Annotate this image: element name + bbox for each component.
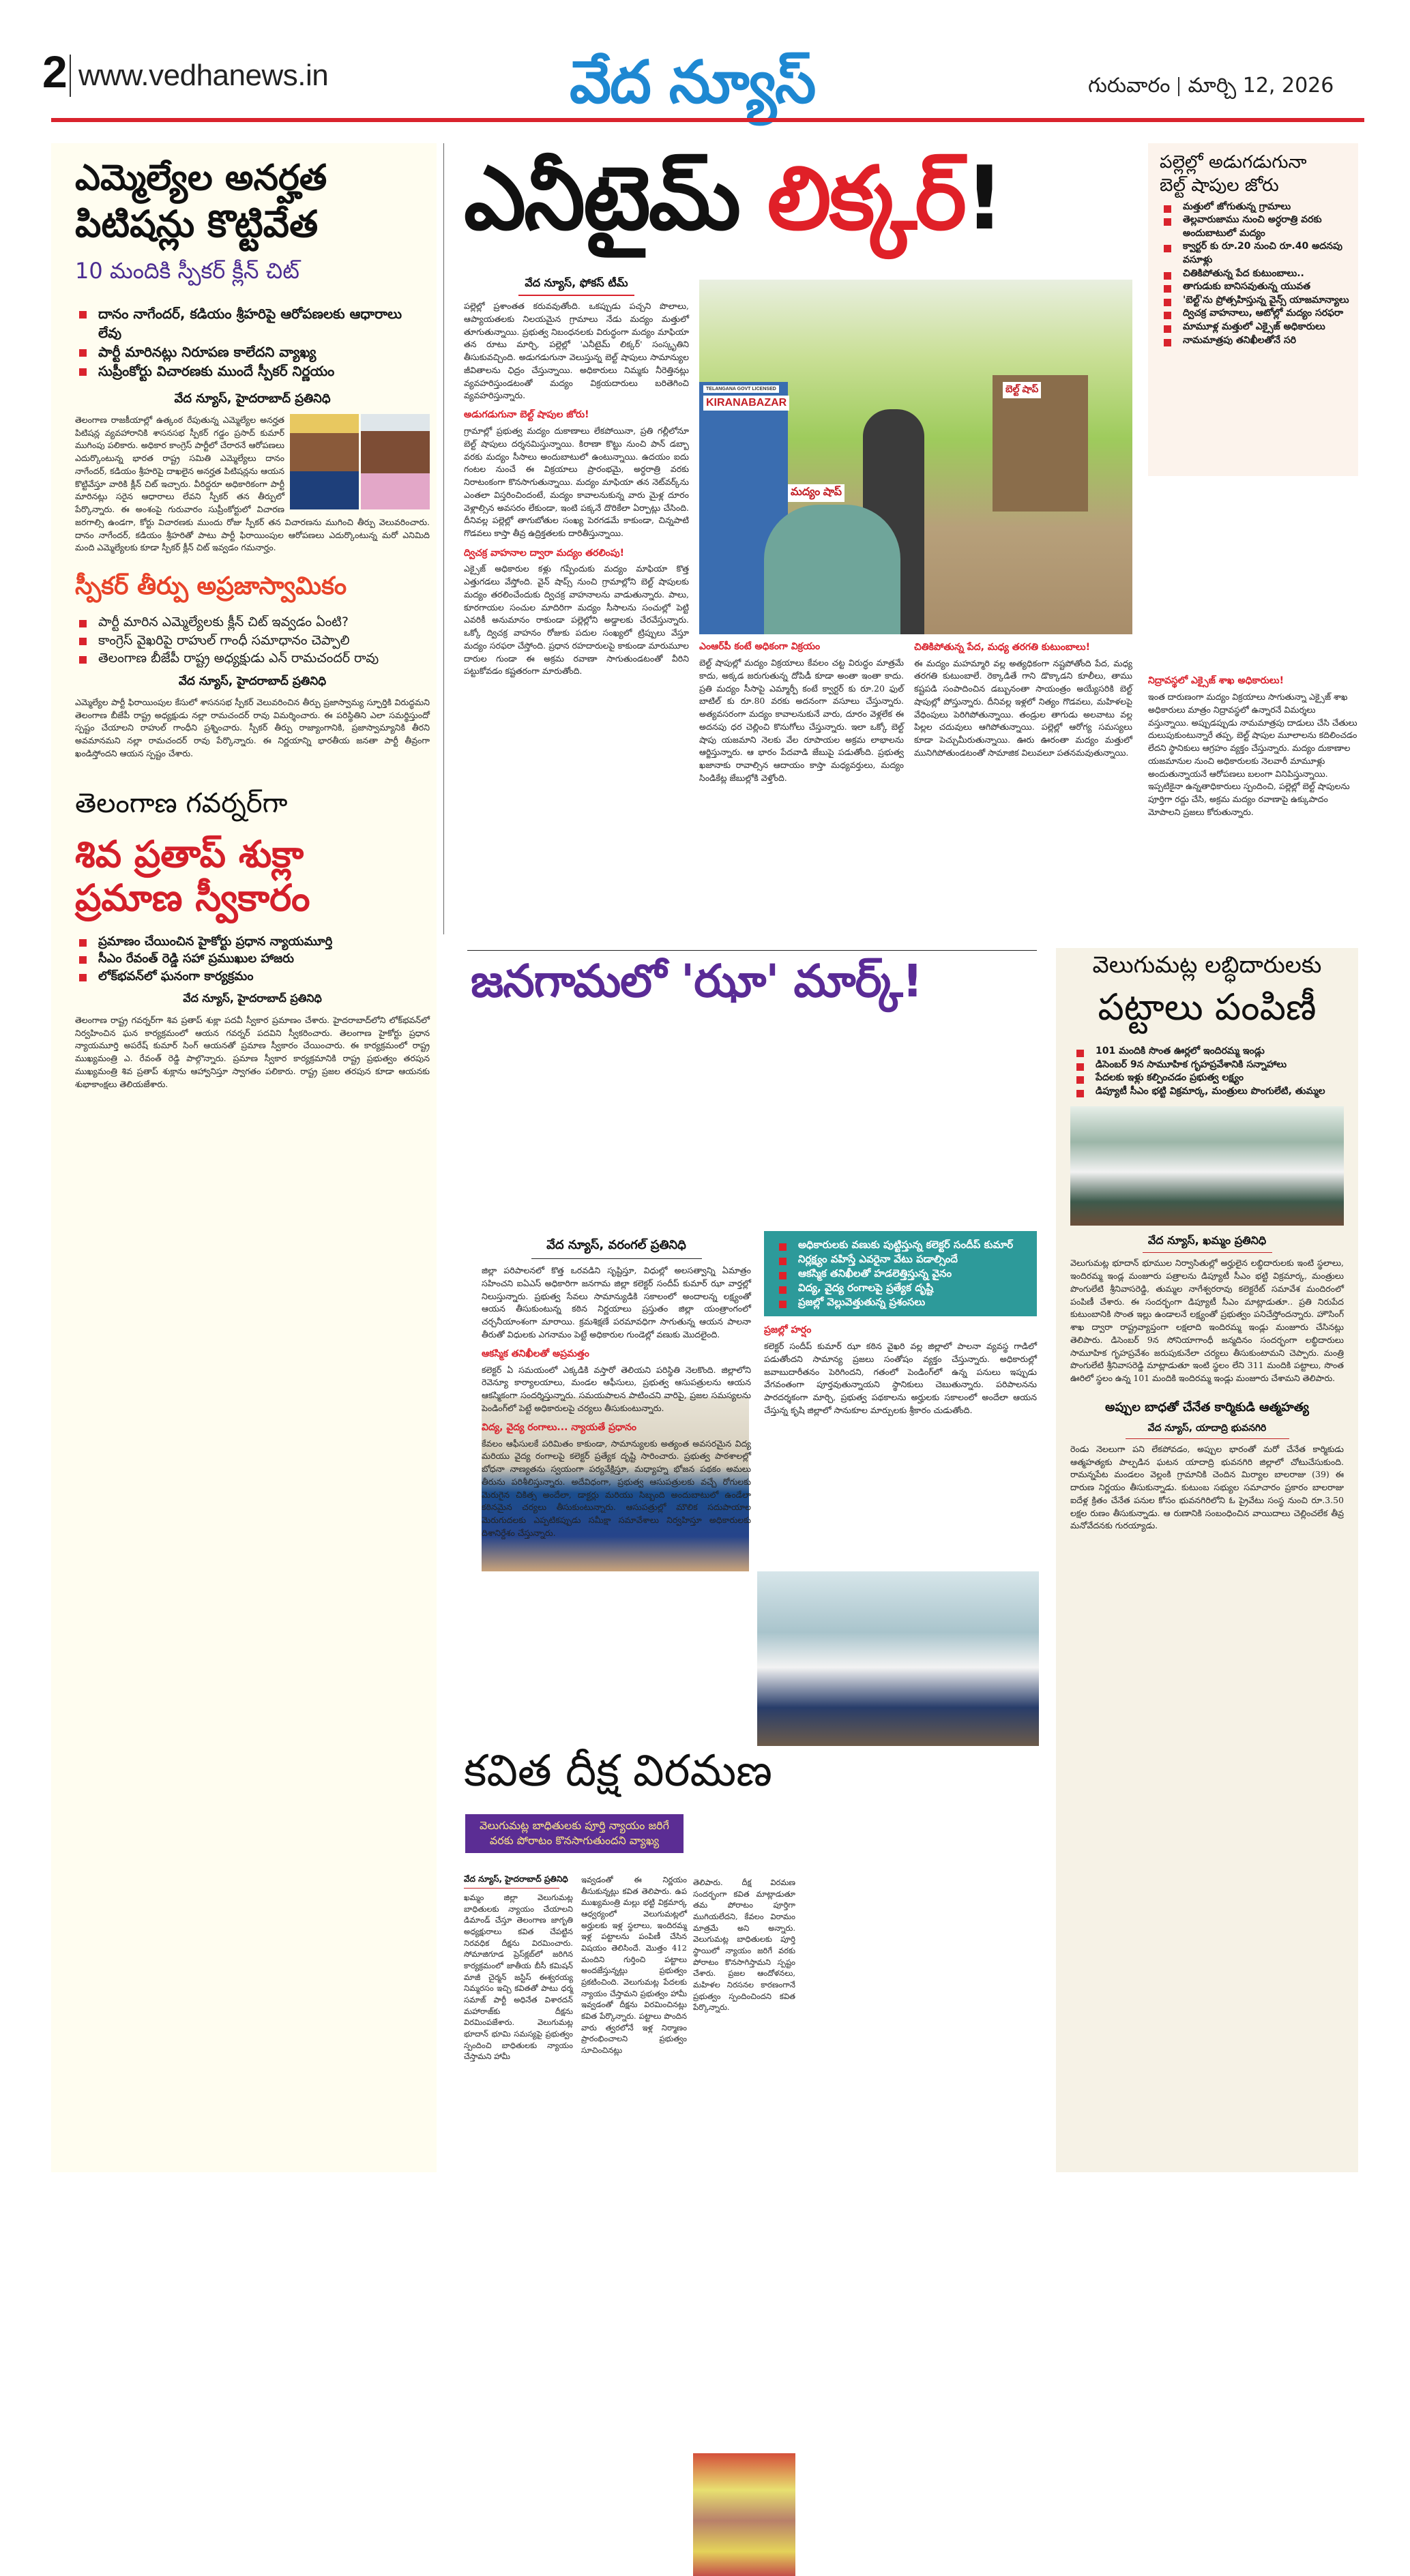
mla-bullets — [75, 304, 430, 381]
kavitha-col3: తెలిపారు. దీక్ష విరమణ సందర్భంగా కవిత మాట్లాడుతూ తమ పోరాటం పూర్తిగా ముగియలేదని, కేవలం విరామం మాత్రమే అని అన్నారు. వెలుగుమట్ల బాధితులకు పూర్తి స్థాయిలో న్యాయం జరిగే వరకు పోరాటం కొనసాగిస్తామని స్పష్టం చేశారు. ప్రజల ఆందోళనలు, మహిళల నిరసనల కారణంగానే ప్రభుత్వం స్పందించిందని కవిత పేర్కొన్నారు. — [693, 1878, 795, 2013]
liquor-sidebar-content — [1160, 151, 1357, 347]
sidebar-headline-line1: పల్లెల్లో అడుగడుగునా — [1160, 152, 1307, 173]
weaver-byline: వేద న్యూస్, యాదాద్రి భువనగిరి — [1147, 1422, 1267, 1434]
pattalu-kicker: వెలుగుమట్ల లబ్ధిదారులకు — [1092, 951, 1322, 979]
governor-story — [75, 788, 430, 1091]
masthead-divider — [70, 55, 71, 97]
jangaon-highlights — [764, 1231, 1037, 1316]
website-url[interactable]: www.vedhanews.in — [78, 59, 329, 92]
group-figures — [764, 505, 900, 634]
governor-kicker: తెలంగాణ గవర్నర్‌గా — [75, 787, 288, 819]
pattalu-byline: వేద న్యూస్, ఖమ్మం ప్రతినిధి — [1147, 1234, 1267, 1247]
sidebar-bullet: మామూళ్ల మత్తులో ఎక్సైజ్ అధికారులు — [1160, 321, 1357, 334]
mla-bullet: సుప్రీంకోర్టు విచారణకు ముందే స్పీకర్ నిర్ణయం — [75, 361, 430, 381]
hospital-photo — [757, 1571, 1039, 1746]
byline-underline — [1143, 1252, 1272, 1253]
byline-underline — [464, 1888, 559, 1889]
belt-shop-illustration — [699, 280, 1132, 634]
jangaon-subhead-inspect: ఆకస్మిక తనిఖీలతో అప్రమత్తం — [482, 1348, 589, 1359]
mla-headline-line1: ఎమ్మెల్యేల అనర్హత — [75, 158, 327, 198]
masthead-rule — [51, 118, 1364, 122]
byline-underline — [1126, 1438, 1289, 1439]
jangaon-para-edu: కేవలం ఆఫీసులకే పరిమితం కాకుండా, సామాన్యులకు అత్యంత అవసరమైన విద్య మరియు వైద్య రంగాలపై కలెక్టర్ ప్రత్యేక దృష్టి సారించారు. ప్రభుత్వ పాఠశాలల్లో బోధనా నాణ్యతను స్వయంగా పర్యవేక్షిస్తూ, మధ్యాహ్న భోజన పథకం అమలు తీరును పరిశీలిస్తున్నారు. అదేవిధంగా, ప్రభుత్వ ఆసుపత్రులకు వచ్చే రోగులకు మెరుగైన చికిత్స అందేలా, డాక్టర్లు మరియు సిబ్బంది అందుబాటులో ఉండేలా కఠినమైన చర్యలు తీసుకుంటున్నారు. ఆసుపత్రుల్లో మౌలిక సదుపాయాల మెరుగుదలకు ఎప్పటికప్పుడు సమీక్షా సమావేశాలు నిర్వహిస్తూ అధికారులకు దిశానిర్దేశం చేస్తున్నారు. — [482, 1438, 751, 1538]
speaker-byline: వేద న్యూస్, హైదరాబాద్ ప్రతినిధి — [178, 674, 327, 688]
jangaon-col1 — [482, 1238, 751, 1540]
mla-body-text: తెలంగాణ రాజకీయాల్లో ఉత్కంఠ రేపుతున్న ఎమ్మెల్యేల అనర్హత పిటిషన్ల వ్యవహారానికి శాసనసభ స్పీకర్ గడ్డం ప్రసాద్ కుమార్ ముగింపు పలికారు. అధికార కాంగ్రెస్ పార్టీలో చేరారనే ఆరోపణలు ఎదుర్కొంటున్న భారత రాష్ట్ర సమితి ఎమ్మెల్యేలు దానం నాగేందర్, కడియం శ్రీహరిపై దాఖలైన అనర్హత పిటిషన్లను ఆయన కొట్టివేస్తూ వారికి క్లీన్ చిట్ ఇచ్చారు. వీరిద్దరూ అధికారికంగా పార్టీ మారినట్లు సరైన ఆధారాలు లేవని స్పీకర్ తన తీర్పులో పేర్కొన్నారు. ఈ అంశంపై గురువారం సుప్రీంకోర్టులో విచారణ జరగాల్సి ఉండగా, కోర్టు విచారణకు ముందు రోజు స్పీకర్ తన విచారణను ముగించి తీర్పు వెలువరించారు. దానం నాగేందర్, కడియం శ్రీహరితో పాటు పార్టీ ఫిరాయింపుల ఆరోపణలు ఎదుర్కొంటున్న మరో ఎనిమిది మంది ఎమ్మెల్యేలకు కూడా స్పీకర్ క్లీన్ చిట్ ఇవ్వడం గమనార్హం. — [75, 414, 430, 553]
weaver-headline: అప్పుల బాధతో చేనేత కార్మికుడి ఆత్మహత్య — [1105, 1400, 1309, 1415]
liquor-para-mrp: బెల్ట్ షాపుల్లో మద్యం విక్రయాలు కేవలం చట్ట విరుద్ధం మాత్రమే కాదు, అక్కడ జరుగుతున్న దోపిడీ కూడా అంతా ఇంతా కాదు. ప్రతి మద్యం సీసాపై ఎమ్మార్పీ కంటే క్వార్టర్ కు రూ.20 ఫుల్ బాటిల్ కు రూ.80 వరకు అదనంగా వసూలు చేస్తున్నారు. అత్యవసరంగా మద్యం కావాలనుకునే వారు, దూరం వెళ్లలేక ఈ అదనపు ధర చెల్లించి కొనుగోలు చేస్తున్నారు. ఇలా ఒక్కో బెల్ట్ షాపు యజమాని నెలకు వేల రూపాయల అక్రమ లాభాలను ఆర్జిస్తున్నారు. ఆ భారం పేదవాడి జేబుపై పడుతోంది. ప్రభుత్వ ఖజానాకు రావాల్సిన ఆదాయం కాస్తా మధ్యవర్తులు, మద్యం సిండికేట్ల జేబుల్లోకి వెళ్తోంది. — [699, 657, 904, 783]
sidebar-bullet: నామమాత్రపు తనిఖీలతోనే సరి — [1160, 334, 1357, 348]
liquor-para-family: ఈ మద్యం మహమ్మారి వల్ల అత్యధికంగా నష్టపోతోంది పేద, మధ్య తరగతి కుటుంబాలే. రెక్కాడితే గాని డొక్కాడని కూలీలు, తాము కష్టపడి సంపాదించిన డబ్బునంతా సాయంత్రం అయ్యేసరికి బెల్ట్ షాపుల్లో పోస్తున్నారు. దీనివల్ల ఇళ్లలో నిత్యం గొడవలు, మహిళలపై వేధింపులు పెరిగిపోతున్నాయి. తండ్రుల తాగుడు అలవాటు వల్ల పిల్లల చదువులు ఆగిపోతున్నాయి. పల్లెల్లో ఆరోగ్య సమస్యలు కూడా పెచ్చుమీరుతున్నాయి. ఊరు ఊరంతా మద్యం మత్తులో మునిగిపోతుండటంతో సామాజిక విలువలూ పతనమవుతున్నాయి. — [914, 657, 1132, 758]
kavitha-col1-wrap — [464, 1874, 573, 2062]
sidebar-bullet: తాగుడుకు బానిసవుతున్న యువత — [1160, 280, 1357, 294]
jangaon-intro: జిల్లా పరిపాలనలో కొత్త ఒరవడిని సృష్టిస్తూ, విధుల్లో అలసత్వాన్ని ఏమాత్రం సహించని ఐఏఎస్ అధికారిగా జనగామ జిల్లా కలెక్టర్ సందీప్ కుమార్ ఝా వార్తల్లో నిలుస్తున్నారు. ప్రభుత్వ సేవలు సామాన్యుడికి సకాలంలో అందాలన్న లక్ష్యంతో ఆయన తీసుకుంటున్న కఠిన నిర్ణయాలు ప్రస్తుతం జిల్లా యంత్రాంగంలో చర్చనీయాంశంగా మారాయి. క్రమశిక్షణే పరమావధిగా సాగుతున్న ఆయన పాలనా తీరుతో విధులకు ఎగనామం పెట్టే అధికారుల గుండెల్లో వణుకు మొదలైంది. — [482, 1265, 751, 1339]
speaker-story — [75, 572, 430, 760]
governor-byline: వేద న్యూస్, హైదరాబాద్ ప్రతినిధి — [183, 991, 322, 1005]
governor-bullets — [75, 933, 430, 985]
speaker-bullet: తెలంగాణ బీజేపీ రాష్ట్ర అధ్యక్షుడు ఎన్ రామచందర్ రావు — [75, 649, 430, 668]
sidebar-bullet: మత్తులో జోగుతున్న గ్రామాలు — [1160, 201, 1357, 214]
speaker-bullet: కాంగ్రెస్ వైఖరిపై రాహుల్ గాంధీ సమాధానం చెప్పాలి — [75, 632, 430, 650]
sidebar-bullet: ద్విచక్ర వాహనాలు, ఆటోల్లో మద్యం సరఫరా — [1160, 307, 1357, 321]
jangaon-para-public: కలెక్టర్ సందీప్ కుమార్ ఝా కఠిన వైఖరి వల్ల జిల్లాలో పాలనా వ్యవస్థ గాడిలో పడుతోందని సామాన్య ప్రజలు సంతోషం వ్యక్తం చేస్తున్నారు. అధికారుల్లో జవాబుదారీతనం పెరిగిందని, గతంలో పెండింగ్‌లో ఉన్న పనులు ఇప్పుడు వేగవంతంగా పూర్తవుతున్నాయని స్థానికులు చెబుతున్నారు. పరిపాలనను పారదర్శకంగా మార్చి, ప్రభుత్వ పథకాలను అర్హులకు సకాలంలో అందేలా ఆయన చేస్తున్న కృషి జిల్లాలో సానుకూల మార్పులకు శ్రీకారం చుడుతోంది. — [764, 1341, 1037, 1415]
jangaon-subhead-public: ప్రజల్లో హర్షం — [764, 1324, 812, 1335]
highlight-item: అధికారులకు వణుకు పుట్టిస్తున్న కలెక్టర్ సందీప్ కుమార్ — [775, 1238, 1030, 1252]
pattalu-bullet: డిప్యూటీ సీఎం భట్టి విక్రమార్క, మంత్రులు పొంగులేటి, తుమ్మల — [1072, 1085, 1347, 1099]
governor-bullet: సీఎం రేవంత్ రెడ్డి సహా ప్రముఖుల హాజరు — [75, 950, 430, 967]
sidebar-bullet: క్వార్టర్ కు రూ.20 నుంచి రూ.40 అదనపు వసూళ్లు — [1160, 240, 1357, 267]
pattalu-photo — [1070, 1106, 1344, 1226]
highlight-list — [775, 1238, 1030, 1309]
speaker-bullets — [75, 613, 430, 668]
mla-byline: వేద న్యూస్, హైదరాబాద్ ప్రతినిధి — [174, 391, 331, 406]
speaker-body: ఎమ్మెల్యేల పార్టీ ఫిరాయింపుల కేసులో శాసనసభ స్పీకర్ వెలువరించిన తీర్పు ప్రజాస్వామ్య స్ఫూర్తికి విరుద్ధమని తెలంగాణ బీజేపీ రాష్ట్ర అధ్యక్షుడు నల్లా రామచందర్ రావు విమర్శించారు. ఈ పరిస్థితిని ఎలా సమర్థిస్తుందో స్పష్టం చేయాలని రాహుల్ గాంధీని ప్రశ్నించారు. స్పీకర్ తీర్పు రాజ్యాంగానికి, ప్రజాస్వామ్యానికి తీరని అవమానమని నల్లా రామచందర్ రావు పేర్కొన్నారు. ఈ నిర్ణయాన్ని భారతీయ జనతా పార్టీ తీవ్రంగా ఖండిస్తోందని ఆయన స్పష్టం చేశారు. — [75, 696, 430, 758]
day-label: గురువారం — [1088, 74, 1171, 98]
liquor-para-bike: ఎక్సైజ్ అధికారుల కళ్లు గప్పేందుకు మద్యం మాఫియా కొత్త ఎత్తుగడలు వేస్తోంది. వైన్ షాప్స్ నుంచి గ్రామాల్లోని బెల్ట్ షాపులకు మద్యం తరలించేందుకు ద్విచక్ర వాహనాలను వాడుతున్నారు. పాలు, కూరగాయల సంచుల మాదిరిగా మద్యం సీసాలను సంచుల్లో పెట్టి ఎవరికీ అనుమానం రాకుండా పల్లెల్లోని అడ్డాలకు చేరవేస్తున్నారు. ఒక్కో ద్విచక్ర వాహనం రోజుకు పదుల సంఖ్యలో ట్రిప్పులు వేస్తూ మద్యం సరఫరా చేస్తోంది. ప్రధాన రహదారులపై కాకుండా మారుమూల దారుల గుండా ఈ అక్రమ రవాణా సాగుతుండటంతో వీరిని పట్టుకోవడం కష్టతరంగా మారుతోంది. — [464, 563, 689, 677]
liquor-headline-black: ఎనీటైమ్ — [464, 148, 739, 250]
mla-bullet: దానం నాగేందర్, కడియం శ్రీహరిపై ఆరోపణలకు ఆధారాలు లేవు — [75, 304, 430, 342]
sign-belt-shop: బెల్ట్ షాప్ — [1003, 382, 1041, 398]
page-number: 2 — [42, 46, 68, 97]
liquor-subhead-family: చితికిపోతున్న పేద, మధ్య తరగతి కుటుంబాలు! — [914, 642, 1090, 653]
column-rule — [443, 143, 444, 934]
liquor-byline: వేద న్యూస్, ఫోకస్ టీమ్ — [525, 276, 628, 289]
kavitha-photo — [693, 2453, 795, 2576]
mla-bullet: పార్టీ మారినట్లు నిరూపణ కాలేదని వ్యాఖ్య — [75, 342, 430, 361]
governor-bullet: లోక్‌భవన్‌లో ఘనంగా కార్యక్రమం — [75, 968, 430, 985]
dateline — [1088, 74, 1334, 102]
kavitha-headline: కవిత దీక్ష విరమణ — [464, 1746, 773, 1796]
weaver-body: రెండు నెలలుగా పని లేకపోవడం, అప్పుల భారంతో మరో చేనేత కార్మికుడు ఆత్మహత్యకు పాల్పడిన ఘటన యాదాద్రి భువనగిరి జిల్లాలో చోటుచేసుకుంది. రామన్నపేట మండలం వెల్లంకి గ్రామానికి చెందిన మిర్యాల బాలరాజు (39) ఈ దారుణ నిర్ణయం తీసుకున్నాడు. కుటుంబ సభ్యుల సమాచారం ప్రకారం బాలరాజు ఐదేళ్ల క్రితం చేనేత పనుల కోసం భువనగిరిలోని ఓ ప్రైవేటు సంస్థ నుంచి రూ.3.50 లక్షల రుణం తీసుకున్నాడు. ఆ రుణానికి సంబంధించిన వాయిదాలు చెల్లించలేక తీవ్ర మనోవేదనకు గురయ్యాడు. — [1070, 1443, 1344, 1531]
governor-bullet: ప్రమాణం చేయించిన హైకోర్టు ప్రధాన న్యాయమూర్తి — [75, 933, 430, 950]
jangaon-subhead-edu: విద్య, వైద్య రంగాలు... న్యాయతే ప్రధానం — [482, 1421, 636, 1433]
jangaon-col2 — [764, 1231, 1037, 1417]
highlight-item: ఆకస్మిక తనిఖీలతో హడలెత్తిస్తున్న వైనం — [775, 1267, 1030, 1281]
pattalu-bullet: డిసెంబర్ 9న సామూహిక గృహప్రవేశానికి సన్నాహాలు — [1072, 1058, 1347, 1072]
section-rule — [467, 950, 1037, 951]
kavitha-col2: ఇవ్వడంతో ఈ నిర్ణయం తీసుకున్నట్లు కవిత తెలిపారు. ఉప ముఖ్యమంత్రి మల్లు భట్టి విక్రమార్క ఆధ్వర్యంలో వెలుగుమట్లలో అర్హులకు ఇళ్ల స్థలాలు, ఇందిరమ్మ ఇళ్ల పట్టాలను పంపిణీ చేసిన విషయం తెలిసిందే. మొత్తం 412 మందిని గుర్తించి పట్టాలు అందజేస్తున్నట్లు ప్రభుత్వం ప్రకటించింది. వెలుగుమట్ల పేదలకు న్యాయం చేస్తామని ప్రభుత్వం హామీ ఇవ్వడంతో దీక్షను విరమించినట్లు కవిత పేర్కొన్నారు. పట్టాలు పొందిన వారు త్వరలోనే ఇళ్ల నిర్మాణం ప్రారంభించాలని ప్రభుత్వం సూచించినట్లు — [581, 1875, 687, 2056]
speaker-headline: స్పీకర్ తీర్పు అప్రజాస్వామికం — [75, 572, 347, 601]
pattalu-bullet: 101 మందికి సొంత ఊర్లలో ఇందిరమ్మ ఇండ్లు — [1072, 1045, 1347, 1058]
highlight-item: ప్రజల్లో వెల్లువెత్తుతున్న ప్రశంసలు — [775, 1295, 1030, 1309]
highlight-item: నిర్లక్ష్యం వహిస్తే ఎవరైనా వేటు పడాల్సిందే — [775, 1252, 1030, 1267]
liquor-headline-mark: ! — [965, 148, 1003, 250]
jangaon-para-inspect: కలెక్టర్ ఏ సమయంలో ఎక్కడికి వస్తారో తెలియని పరిస్థితి నెలకొంది. జిల్లాలోని రెవెన్యూ కార్యాలయాలు, మండల ఆఫీసులు, ప్రభుత్వ ఆసుపత్రులను ఆయన ఆకస్మికంగా సందర్శిస్తున్నారు. సమయపాలన పాటించని వారిపై, ప్రజల సమస్యలను పెండింగ్‌లో పెట్టే అధికారులపై చర్యలు తీసుకుంటున్నారు. — [482, 1364, 751, 1413]
sign-licensed: TELANGANA GOVT LICENSED — [703, 385, 779, 393]
politician-photo-2 — [361, 414, 430, 509]
liquor-para-belt: గ్రామాల్లో ప్రభుత్వ మద్యం దుకాణాలు లేకపోయినా, ప్రతి గల్లీలోనూ బెల్ట్ షాపులు దర్శనమిస్తున్నాయి. కిరాణా కొట్టు నుంచి పాన్ డబ్బా వరకు మద్యం సీసాలు అందుబాటులో ఉంటున్నాయి. ఉదయం ఐదు గంటల నుంచే ఈ విక్రయాలు ప్రారంభమై, అర్ధరాత్రి వరకు నిరాటంకంగా కొనసాగుతున్నాయి. మద్యం మాఫియా తన నెట్‌వర్క్‌ను ఎంతలా విస్తరించిందంటే, మద్యం కావాలనుకున్న వారు మైళ్ల దూరం వెళ్లాల్సిన అవసరం లేకుండా, ఇంటి పక్కనే దొరికేలా ఏర్పాట్లు చేసింది. దీనివల్ల పల్లెల్లో తాగుబోతుల సంఖ్య పెరగడమే కాకుండా, చిన్నపాటి గొడవలు కాస్తా తీవ్ర ఉద్రిక్తతలకు దారితీస్తున్నాయి. — [464, 426, 689, 538]
liquor-headline — [464, 148, 1003, 250]
liquor-subhead-mrp: ఎంఆర్‌పీ కంటే అధికంగా విక్రయం — [699, 641, 821, 652]
pattalu-bullet: పేదలకు ఇళ్లు కల్పించడం ప్రభుత్వ లక్ష్యం — [1072, 1071, 1347, 1085]
liquor-col3 — [914, 641, 1132, 760]
date-divider — [1178, 77, 1179, 96]
kavitha-col1: ఖమ్మం జిల్లా వెలుగుమట్ల బాధితులకు న్యాయం చేయాలని డిమాండ్ చేస్తూ తెలంగాణ జాగృతి అధ్యక్షురాలు కవిత చేపట్టిన నిరవధిక దీక్షను విరమించారు. సోమాజిగూడ ప్రెస్‌క్లబ్‌లో జరిగిన కార్యక్రమంలో జాతీయ బీసీ కమిషన్ మాజీ చైర్మన్ జస్టిస్ ఈశ్వరయ్య నిమ్మరసం ఇచ్చి కవితతో పాటు ధర్మ సమాజ్ పార్టీ అధినేత విశారదన్ మహారాజ్‌కు దీక్షను విరమింపజేశారు. వెలుగుమట్ల భూదాన్ భూమి సమస్యపై ప్రభుత్వం స్పందించి బాధితులకు న్యాయం చేస్తామని హామీ — [464, 1893, 573, 2062]
byline-underline — [518, 295, 634, 296]
governor-headline-line2: ప్రమాణ స్వీకారం — [75, 876, 310, 920]
sign-liquor-shop: మద్యం షాప్ — [788, 484, 844, 502]
liquor-intro: పల్లెల్లో ప్రశాంతత కరువవుతోంది. ఒకప్పుడు పచ్చని పొలాలు, ఆప్యాయతలకు నిలయమైన గ్రామాలు నేడు మద్యం మత్తులో తూగుతున్నాయి. ప్రభుత్వ నిబంధనలకు విరుద్ధంగా మద్యం మాఫియా తన రూటు మార్చి, పల్లెల్లో 'ఎనీటైమ్ లిక్కర్' సంస్కృతిని తీసుకువచ్చింది. అడుగడుగునా వెలుస్తున్న బెల్ట్ షాపులు సామాన్యుల జీవితాలను ఛిద్రం చేస్తున్నాయి. అధికారులు నిమ్మకు నీరెత్తినట్లు వ్యవహరిస్తుండటంతో మద్యం విక్రయదారులు బరితెగించి వ్యవహరిస్తున్నారు. — [464, 301, 689, 401]
sidebar-bullet: చితికిపోతున్న పేద కుటుంబాలు.. — [1160, 267, 1357, 281]
politician-photo-1 — [290, 414, 359, 509]
jangaon-byline: వేద న్యూస్, వరంగల్ ప్రతినిధి — [546, 1238, 686, 1252]
politician-photos — [290, 414, 430, 509]
date-label: మార్చి 12, 2026 — [1188, 74, 1334, 98]
byline-underline — [531, 1258, 702, 1259]
liquor-col1 — [464, 276, 689, 678]
liquor-col2 — [699, 641, 904, 785]
liquor-headline-red: లిక్కర్ — [767, 148, 965, 250]
governor-headline-line1: శివ ప్రతాప్ శుక్లా — [75, 832, 304, 876]
pattalu-story — [1056, 951, 1358, 1533]
mla-headline-line2: పిటిషన్లు కొట్టివేత — [75, 202, 319, 246]
mla-story — [75, 158, 430, 1091]
liquor-subhead-bike: ద్విచక్ర వాహనాల ద్వారా మద్యం తరలింపు! — [464, 547, 625, 559]
sidebar-bullets — [1160, 201, 1357, 348]
liquor-subhead-excise: నిద్రావస్థలో ఎక్సైజ్ శాఖ అధికారులు! — [1148, 675, 1284, 686]
pattalu-headline: పట్టాలు పంపిణీ — [1098, 986, 1317, 1028]
kavitha-band: వెలుగుమట్ల బాధితులకు పూర్తి న్యాయం జరిగే వరకు పోరాటం కొనసాగుతుందని వ్యాఖ్య — [465, 1814, 684, 1853]
kavitha-byline: వేద న్యూస్, హైదరాబాద్ ప్రతినిధి — [464, 1874, 568, 1884]
liquor-para-excise: ఇంత దారుణంగా మద్యం విక్రయాలు సాగుతున్నా ఎక్సైజ్ శాఖ అధికారులు మాత్రం నిద్రావస్థలో ఉన్నారనే విమర్శలు వస్తున్నాయి. అప్పుడప్పుడు నామమాత్రపు దాడులు చేసి చేతులు దులుపుకుంటున్నారే తప్ప, బెల్ట్ షాపుల మూలాలను కదిలించడం లేదని స్థానికులు ఆగ్రహం వ్యక్తం చేస్తున్నారు. మద్యం దుకాణాల యజమానుల నుంచి అధికారులకు నెలవారీ మామూళ్లు అందుతున్నాయనే ఆరోపణలు బలంగా వినిపిస్తున్నాయి. ఇప్పటికైనా ఉన్నతాధికారులు స్పందించి, పల్లెల్లో బెల్ట్ షాపులను పూర్తిగా రద్దు చేసి, అక్రమ మద్యం రవాణాపై ఉక్కుపాదం మోపాలని ప్రజలు కోరుతున్నారు. — [1148, 692, 1357, 817]
mla-subheadline: 10 మందికి స్పీకర్ క్లీన్ చిట్ — [75, 257, 299, 284]
sidebar-bullet: తెల్లవారుజాము నుంచి అర్ధరాత్రి వరకు అందుబాటులో మద్యం — [1160, 213, 1357, 240]
governor-body: తెలంగాణ రాష్ట్ర గవర్నర్‌గా శివ ప్రతాప్ శుక్లా పదవీ స్వీకార ప్రమాణం చేశారు. హైదరాబాద్‌లోని లోక్‌భవన్‌లో నిర్వహించిన ఘన కార్యక్రమంలో ఆయన గవర్నర్ పదవిని స్వీకరించారు. తెలంగాణ హైకోర్టు ప్రధాన న్యాయమూర్తి అపరేష్ కుమార్ సింగ్ ఆయనతో ప్రమాణ స్వీకారం చేయించారు. ఈ కార్యక్రమంలో రాష్ట్ర ముఖ్యమంత్రి ఎ. రేవంత్ రెడ్డి పాల్గొన్నారు. ప్రమాణ స్వీకార కార్యక్రమానికి రాష్ట్ర ప్రభుత్వం తరపున ముఖ్యమంత్రి శివ ప్రతాప్ శుక్లాను ఆహ్వానిస్తూ స్వాగతం పలికారు. రాష్ట్ర ప్రజల తరపున కూడా ఆయనకు శుభాకాంక్షలు తెలియజేశారు. — [75, 1014, 430, 1089]
liquor-col4 — [1148, 675, 1358, 819]
pattalu-bullets — [1072, 1045, 1347, 1098]
sidebar-headline-line2: బెల్ట్ షాపుల జోరు — [1160, 175, 1279, 196]
sidebar-bullet: 'బెల్ట్'ను ప్రోత్సహిస్తున్న వైన్స్ యాజమాన్యాలు — [1160, 294, 1357, 308]
mla-body — [75, 414, 430, 554]
speaker-bullet: పార్టీ మారిన ఎమ్మెల్యేలకు క్లీన్ చిట్ ఇవ్వడం ఏంటి? — [75, 613, 430, 632]
newspaper-logo: వేద న్యూస్ — [570, 48, 815, 117]
pattalu-body: వెలుగుమట్ల భూదాన్ భూముల నిర్వాసితుల్లో అర్హులైన లబ్ధిదారులకు ఇంటి స్థలాలు, ఇందిరమ్మ ఇండ్ల మంజూరు పత్రాలను డిప్యూటీ సీఎం భట్టి విక్రమార్క, మంత్రులు పొంగులేటి శ్రీనివాసరెడ్డి, తుమ్మల నాగేశ్వరరావు కలెక్టరేట్ సమావేశ మందిరంలో పంపిణీ చేశారు. ఈ సందర్భంగా డిప్యూటీ సీఎం మాట్లాడుతూ.. ప్రతి నిరుపేద కుటుంబానికి సొంత ఇల్లు ఉండాలనే లక్ష్యంతో ప్రభుత్వం పనిచేస్తోందన్నారు. హౌసింగ్ శాఖ ద్వారా రాష్ట్రవ్యాప్తంగా లక్షలాది ఇందిరమ్మ ఇండ్లు మంజూరు చేసినట్లు తెలిపారు. డిసెంబర్ 9న సోనియాగాంధీ జన్మదినం సందర్భంగా లబ్ధిదారులు సామూహిక గృహప్రవేశం జరుపుకునేలా చర్యలు తీసుకుంటామని చెప్పారు. మంత్రి పొంగులేటి శ్రీనివాసరెడ్డి మాట్లాడుతూ ఇంటి స్థలం లేని 311 మందికి పట్టాలు, సొంత ఊరిలో స్థలం ఉన్న 101 మందికి ఇందిరమ్మ ఇండ్లు మంజూరు చేశామని తెలిపారు. — [1070, 1258, 1344, 1384]
liquor-subhead-belt: అడుగడుగునా బెల్ట్ షాపుల జోరు! — [464, 409, 589, 420]
sign-kiranabazar: KIRANABAZAR — [703, 396, 789, 411]
jangaon-headline: జనగామలో 'ఝా' మార్క్! — [471, 955, 922, 1007]
highlight-item: విద్య, వైద్య రంగాలపై ప్రత్యేక దృష్టి — [775, 1281, 1030, 1295]
